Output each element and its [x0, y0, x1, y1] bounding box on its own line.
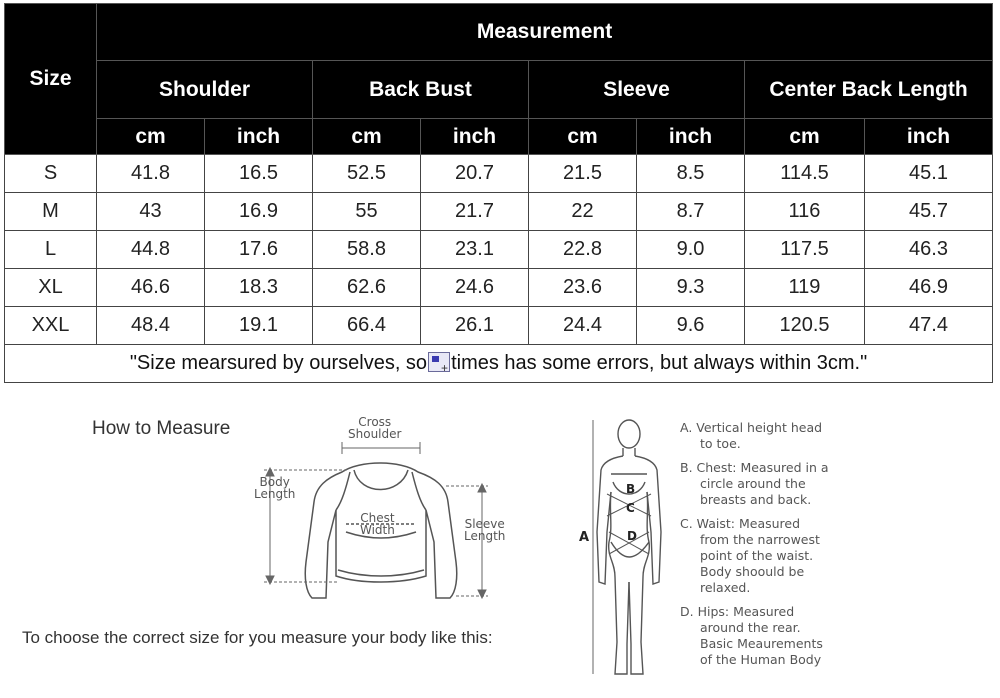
measurement-cell: 120.5 [745, 307, 865, 345]
measurement-cell: 24.6 [421, 269, 529, 307]
measurement-cell: 8.5 [637, 155, 745, 193]
table-row [5, 307, 993, 345]
label-c: C [626, 501, 635, 515]
measurement-cell: 16.5 [205, 155, 313, 193]
body-figure-diagram [575, 412, 675, 692]
measurement-cell: 26.1 [421, 307, 529, 345]
measurement-legend [680, 420, 880, 676]
table-row [5, 269, 993, 307]
measurement-cell: 41.8 [97, 155, 205, 193]
measurement-cell: 114.5 [745, 155, 865, 193]
measurement-cell: 22.8 [529, 231, 637, 269]
unit-header: cm [313, 119, 421, 155]
unit-header: inch [865, 119, 993, 155]
table-row [5, 231, 993, 269]
table-row [5, 193, 993, 231]
image-placeholder-icon [428, 352, 450, 372]
table-row [5, 155, 993, 193]
size-cell: XXL [5, 307, 97, 345]
unit-header: inch [637, 119, 745, 155]
sleeve-length-label: Sleeve Length [464, 517, 506, 543]
unit-header: cm [529, 119, 637, 155]
measurement-cell: 9.0 [637, 231, 745, 269]
measurement-cell: 16.9 [205, 193, 313, 231]
measurement-cell: 52.5 [313, 155, 421, 193]
human-body-illustration [575, 412, 675, 687]
unit-header: inch [421, 119, 529, 155]
size-cell: XL [5, 269, 97, 307]
measurement-cell: 23.1 [421, 231, 529, 269]
size-table [4, 3, 993, 383]
measurement-cell: 24.4 [529, 307, 637, 345]
size-cell: S [5, 155, 97, 193]
measurement-cell: 21.7 [421, 193, 529, 231]
note-text-end: times has some errors, but always within 3cm." [451, 352, 868, 374]
legend-item-b: B. Chest: Measured in a circle around the breasts and back. [680, 460, 829, 507]
unit-header: inch [205, 119, 313, 155]
measurement-cell: 58.8 [313, 231, 421, 269]
how-to-measure-title: How to Measure [92, 418, 231, 439]
measurement-cell: 43 [97, 193, 205, 231]
chest-width-label: Chest Width [360, 511, 395, 537]
sweater-diagram [250, 412, 510, 617]
how-to-measure-section [0, 400, 1000, 698]
group-header-center-back-length: Center Back Length [745, 61, 993, 119]
label-b: B [626, 482, 636, 496]
measurement-cell: 62.6 [313, 269, 421, 307]
legend-item-a: A. Vertical height head to toe. [680, 420, 823, 451]
measurement-cell: 117.5 [745, 231, 865, 269]
measurement-cell: 23.6 [529, 269, 637, 307]
size-note [5, 345, 993, 383]
table-body [5, 155, 993, 345]
size-header: Size [5, 4, 97, 155]
group-header-shoulder: Shoulder [97, 61, 313, 119]
legend-item-c: C. Waist: Measured from the narrowest point of the waist. Body shoould be relaxed. [680, 516, 820, 595]
measurement-cell: 45.7 [865, 193, 993, 231]
measurement-cell: 21.5 [529, 155, 637, 193]
note-text-start: "Size mearsured by ourselves, so [129, 352, 428, 374]
measurement-cell: 19.1 [205, 307, 313, 345]
measurement-cell: 18.3 [205, 269, 313, 307]
group-header-sleeve: Sleeve [529, 61, 745, 119]
cross-shoulder-label: Cross Shoulder [348, 415, 402, 441]
measurement-cell: 116 [745, 193, 865, 231]
choose-size-instruction: To choose the correct size for you measure your body like this: [22, 628, 493, 647]
measurement-cell: 46.9 [865, 269, 993, 307]
measurement-cell: 17.6 [205, 231, 313, 269]
measurement-cell: 45.1 [865, 155, 993, 193]
measurement-cell: 8.7 [637, 193, 745, 231]
measurement-cell: 9.3 [637, 269, 745, 307]
legend-item-d: D. Hips: Measured around the rear. Basic Meaurements of the Human Body [680, 604, 823, 667]
body-length-label: Body Length [254, 475, 296, 501]
size-chart [4, 3, 992, 383]
unit-header: cm [745, 119, 865, 155]
measurement-cell: 20.7 [421, 155, 529, 193]
group-header-back-bust: Back Bust [313, 61, 529, 119]
measurement-cell: 66.4 [313, 307, 421, 345]
measurement-cell: 22 [529, 193, 637, 231]
measurement-header: Measurement [97, 4, 993, 61]
size-cell: L [5, 231, 97, 269]
measurement-cell: 44.8 [97, 231, 205, 269]
measurement-cell: 46.6 [97, 269, 205, 307]
measurement-cell: 9.6 [637, 307, 745, 345]
measurement-cell: 47.4 [865, 307, 993, 345]
measurement-cell: 46.3 [865, 231, 993, 269]
measurement-cell: 55 [313, 193, 421, 231]
label-a: A [579, 530, 590, 545]
measurement-cell: 119 [745, 269, 865, 307]
label-d: D [627, 529, 637, 543]
unit-header: cm [97, 119, 205, 155]
size-cell: M [5, 193, 97, 231]
measurement-cell: 48.4 [97, 307, 205, 345]
